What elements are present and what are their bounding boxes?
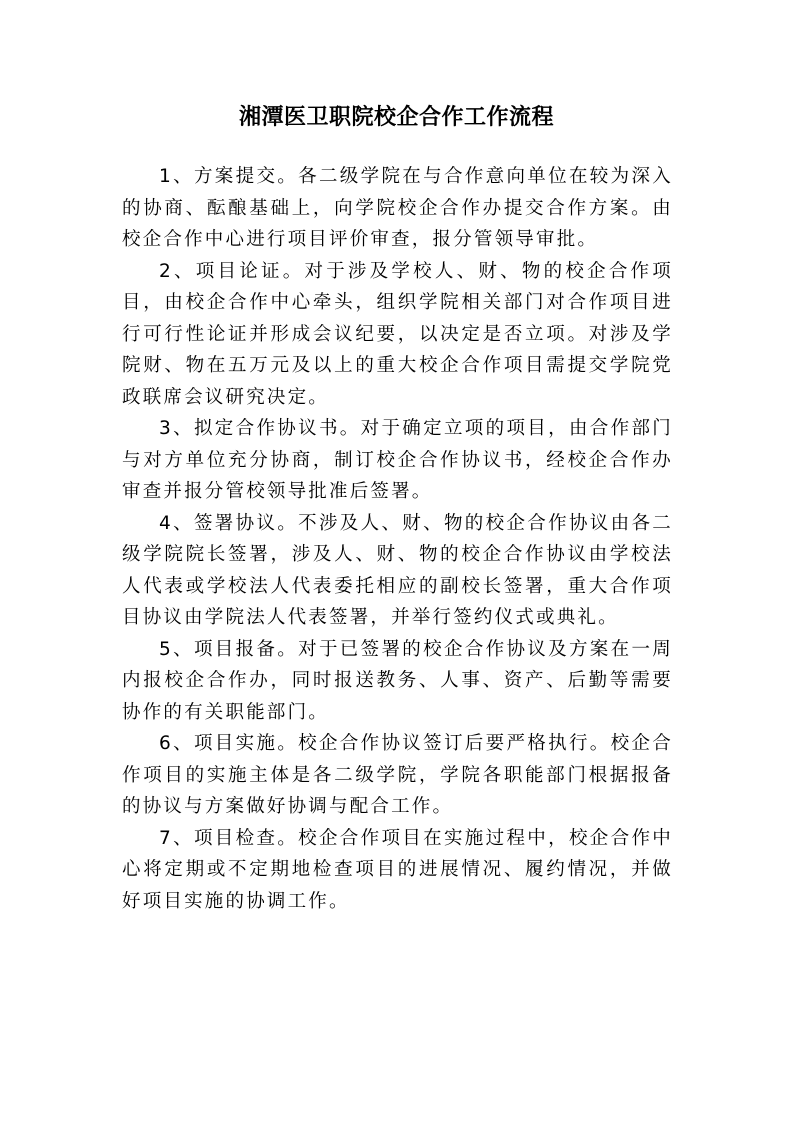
paragraph-2: 2、项目论证。对于涉及学校人、财、物的校企合作项目，由校企合作中心牵头，组织学院相关部门对合作项目进行可行性论证并形成会议纪要，以决定是否立项。对涉及学院财、物在五万元及以上的重大校企合作项目需提交学院党政联席会议研究决定。 [122,260,673,408]
paragraph-3: 3、拟定合作协议书。对于确定立项的项目，由合作部门与对方单位充分协商，制订校企合作协议书，经校企合作办审查并报分管校领导批准后签署。 [122,418,673,502]
document-body [122,161,673,917]
paragraph-4: 4、签署协议。不涉及人、财、物的校企合作协议由各二级学院院长签署，涉及人、财、物的校企合作协议由学校法人代表或学校法人代表委托相应的副校长签署，重大合作项目协议由学院法人代表签署，并举行签约仪式或典礼。 [122,512,673,628]
paragraph-1: 1、方案提交。各二级学院在与合作意向单位在较为深入的协商、酝酿基础上，向学院校企合作办提交合作方案。由校企合作中心进行项目评价审查，报分管领导审批。 [122,166,673,250]
document-title: 湘潭医卫职院校企合作工作流程 [238,104,554,130]
paragraph-5: 5、项目报备。对于已签署的校企合作协议及方案在一周内报校企合作办，同时报送教务、人事、资产、后勤等需要协作的有关职能部门。 [122,638,673,723]
paragraph-7: 7、项目检查。校企合作项目在实施过程中，校企合作中心将定期或不定期地检查项目的进展情况、履约情况，并做好项目实施的协调工作。 [122,827,673,912]
paragraph-6: 6、项目实施。校企合作协议签订后要严格执行。校企合作项目的实施主体是各二级学院，学院各职能部门根据报备的协议与方案做好协调与配合工作。 [122,733,673,817]
